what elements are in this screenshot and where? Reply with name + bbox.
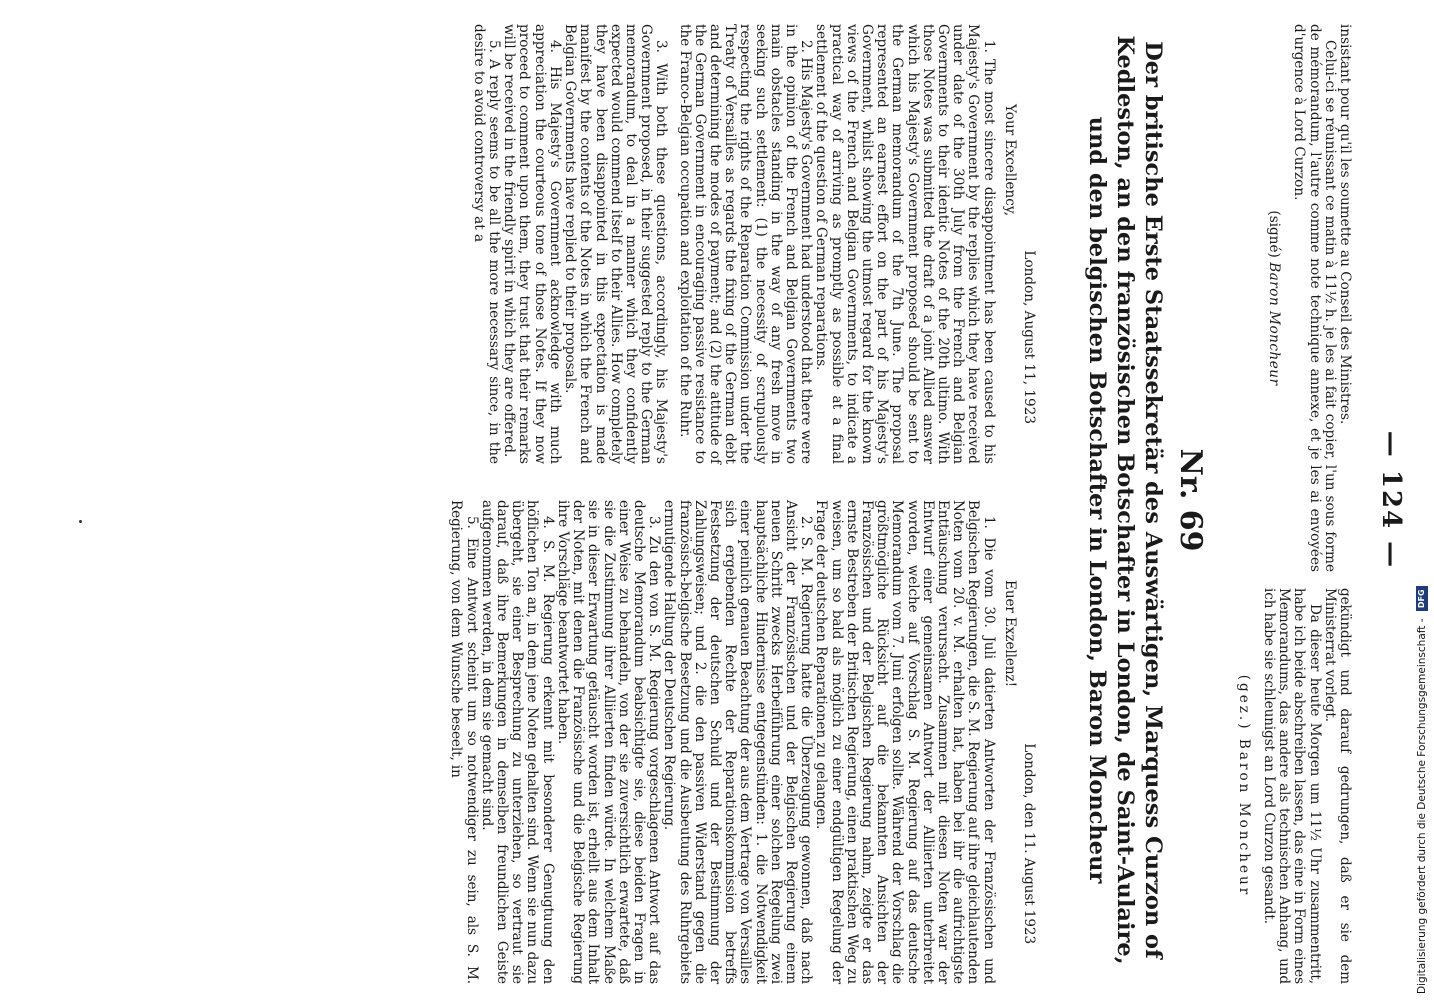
place-date: London, August 11, 1923 xyxy=(1021,250,1037,424)
german-paragraph: 4. S. M. Regierung erkennt mit besonderer Genugtuung den höflichen Ton an, in dem jene Noten gehalten sind. Wenn sie nun dazu übergeht, sie einer Besprechung zu unterziehen, so vertraut sie darauf, daß ihre Bemerkungen in demselben freundlichen Geiste aufgenommen werden, in dem sie gemacht sind. xyxy=(478,500,556,984)
place-date: London, den 11. August 1923 xyxy=(1021,743,1037,944)
german-paragraph: Da dieser heute Morgen um 11½ Uhr zusammentritt, habe ich beide abschreiben lassen, das eine in Form eines Memorandums, das andere als technischen Anhang, und ich habe sie schleunigst an Lord Curzon gesandt. xyxy=(1260,588,1323,984)
french-signature xyxy=(1266,24,1281,572)
signature-prefix: (signé) xyxy=(1266,210,1283,258)
document-number: Nr. 69 xyxy=(1173,448,1208,552)
document-title: Der britische Erste Staatssekretär des Auswärtigen, Marquess Curzon of Kedleston, an den französischen Botschafter in London, de Saint-Aulaire, und den belgischen Botschafter in London, Baron Moncheur xyxy=(1084,35,1166,965)
german-column xyxy=(448,500,1042,984)
salutation: Your Excellency, xyxy=(1001,104,1018,217)
signature-text: (gez.) Baron Moncheur xyxy=(1235,674,1252,898)
dfg-logo: DFG xyxy=(1416,586,1428,611)
english-paragraph: 3. With both these questions, accordingly, his Majesty's Government proposed, in their suggested reply to the German memorandum, to deal in a manner which they confidently expected would commend itself to their Allies. How completely they have been disappointed in this expectation is made manifest by the contents of the Notes in which the French and Belgian Governments have replied to their proposals. xyxy=(562,24,670,464)
english-paragraph: 1. The most sincere disappointment has been caused to his Majesty's Government by the replies which they have received under date of the 30th July from the French and Belgian Governments to their identic Notes of the 20th ultimo. With those Notes was submitted the draft of a joint Allied answer which his Majesty's Government proposed should be sent to the German memorandum of the 7th June. The proposal represented an earnest effort on the part of his Majesty's Government, whilst showing the utmost regard for the known views of the French and Belgian Governments, to indicate a practical way of arriving as promptly as possible at a final settlement of the question of German reparations. xyxy=(813,24,997,464)
document-heading xyxy=(1083,0,1208,1000)
german-continuation xyxy=(1236,588,1352,984)
salutation: Euer Exzellenz! xyxy=(1001,580,1018,687)
french-paragraph: insistant pour qu'il les soumette au Conseil des Ministres. xyxy=(1337,24,1353,425)
english-paragraph: 5. A reply seems to be all the more necessary since, in the desire to avoid controversy at a xyxy=(470,24,503,464)
credit-text: Digitalisierung gefördert durch die Deutsche Forschungsgemeinschaft - xyxy=(1416,618,1428,994)
speck xyxy=(79,520,82,523)
french-paragraph: Celui-ci se réunissant ce matin à 11½ h. je les ai fait copier, l'un sous forme de mémorandum, l'autre comme note technique annexe, et je les ai envoyées d'urgence à Lord Curzon. xyxy=(1291,24,1338,572)
german-paragraph: 3. Zu den von S. M. Regierung vorgeschlagenen Antwort auf das deutsche Memorandum beabsichtigte sie, diese beiden Fragen in einer Weise zu behandeln, von der sie zuversichtlich erwartete, daß sie die Zustimmung ihrer Alliierten finden würde. In welchem Maße sie in dieser Erwartung getäuscht worden ist, erhellt aus dem Inhalt der Noten, mit denen die Französische und die Belgische Regierung ihre Vorschläge beantwortet haben. xyxy=(554,500,663,984)
signature-name: Baron Moncheur xyxy=(1266,262,1283,386)
english-paragraph: 2. His Majesty's Government had understood that there were in the opinion of the French and Belgian Governments two main obstacles standing in the way of any fresh move in seeking such settlement: (1) the necessity of scrupulously respecting the rights of the Reparation Commission under the Treaty of Versailles as regards the fixing of the German debt and determining the modes of payment; and (2) the attitude of the German Government in encouraging passive resistance to the Franco-Belgian occupation and exploitation of the Ruhr. xyxy=(676,24,815,464)
english-column xyxy=(471,24,1042,464)
german-paragraph: 1. Die vom 30. Juli datierten Antworten der Französischen und Belgischen Regierungen, die S. M. Regierung auf ihre gleichlautenden Noten vom 20. v. M. erhalten hat, haben bei ihr die aufrichtigste Enttäuschung verursacht. Zusammen mit diesen Noten war der Entwurf einer gemeinsamen Antwort der Alliierten unterbreitet worden, welche auf Vorschlag S. M. Regierung auf das deutsche Memorandum vom 7. Juni erfolgen sollte. Während der Vorschlag die größtmögliche Rücksicht auf die bekannten Ansichten der Französischen und der Belgischen Regierung nahm, zeigte er das ernste Bestreben der Britischen Regierung, einen praktischen Weg zu weisen, um so bald als möglich zu einer endgültigen Regelung der Frage der deutschen Reparationen zu gelangen. xyxy=(813,500,997,984)
french-continuation xyxy=(1266,24,1352,572)
german-paragraph: 5. Eine Antwort scheint um so notwendiger zu sein, als S. M. Regierung, von dem Wunsche beseelt, in xyxy=(448,500,480,984)
digitization-credit xyxy=(1412,0,1432,1000)
page-number: — 124 — xyxy=(1376,430,1406,570)
german-signature xyxy=(1236,588,1251,984)
german-paragraph: gekündigt und darauf gedrungen, daß er sie dem Ministerrat vorlegt. xyxy=(1321,588,1353,984)
english-paragraph: 4. His Majesty's Government acknowledge with much appreciation the courteous tone of those Notes. If they now proceed to comment upon them, they trust that their remarks will be received in the friendly spirit in which they are offered. xyxy=(501,24,563,464)
german-paragraph: 2. S. M. Regierung hatte die Überzeugung gewonnen, daß nach Ansicht der Französischen und der Belgischen Regierung einem neuen Schritt zwecks Herbeiführung einer solchen Regelung zwei hauptsächliche Hindernisse entgegenstünden: 1. die Notwendigkeit einer peinlich genauen Beachtung der aus dem Vertrage von Versailles sich ergebenden Rechte der Reparationskommission betreffs Festsetzung der deutschen Schuld und der Bestimmung der Zahlungsweisen; und 2. die den passiven Widerstand gegen die französisch-belgische Besetzung und die Ausbeutung des Ruhrgebiets ermutigende Haltung der Deutschen Regierung. xyxy=(661,500,815,984)
